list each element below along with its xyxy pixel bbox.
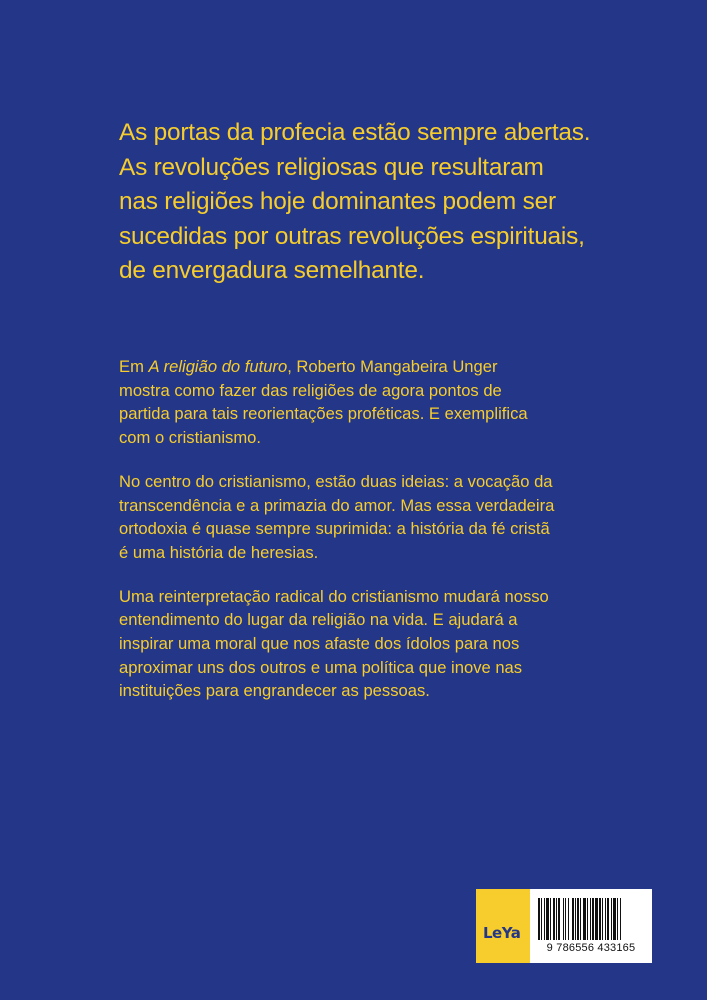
barcode-panel	[530, 889, 652, 963]
barcode-bar	[546, 898, 549, 940]
barcode-bar	[583, 898, 586, 940]
description-line	[119, 355, 679, 379]
description-paragraph-1	[119, 355, 679, 450]
book-title: A religião do futuro	[148, 357, 288, 376]
barcode-bar	[568, 898, 569, 940]
barcode-bar	[577, 898, 579, 940]
epigraph	[119, 116, 679, 289]
publisher-logo-text: LeYa	[483, 924, 521, 942]
barcode-bar	[617, 898, 618, 940]
epigraph-line: nas religiões hoje dominantes podem ser	[119, 188, 556, 215]
book-description	[119, 355, 679, 723]
barcode-bar	[541, 898, 542, 940]
barcode-bar	[620, 898, 621, 940]
barcode-bar	[599, 898, 601, 940]
barcode-bar	[558, 898, 560, 940]
barcode-bar	[538, 898, 540, 940]
description-line: Uma reinterpretação radical do cristianismo mudará nosso	[119, 586, 549, 606]
description-paragraph-2	[119, 470, 679, 565]
barcode-bar	[613, 898, 616, 940]
barcode-bar	[565, 898, 566, 940]
isbn-number: 9 786556 433165	[546, 942, 636, 954]
description-line: ortodoxia é quase sempre suprimida: a história da fé cristã	[119, 519, 550, 539]
barcode-bar	[587, 898, 588, 940]
barcode-bar	[605, 898, 606, 940]
description-line: No centro do cristianismo, estão duas ideias: a vocação da	[119, 471, 553, 491]
description-line: transcendência e a primazia do amor. Mas essa verdadeira	[119, 495, 555, 515]
barcode-bar	[544, 898, 545, 940]
description-line: mostra como fazer das religiões de agora pontos de	[119, 380, 502, 400]
barcode-bar	[575, 898, 576, 940]
epigraph-line: As revoluções religiosas que resultaram	[119, 153, 544, 181]
barcode-bar	[611, 898, 612, 940]
barcode-bar	[563, 898, 564, 940]
description-line: aproximar uns dos outros e uma política que inove nas	[119, 657, 523, 677]
barcode-bar	[580, 898, 581, 940]
barcode-bar	[553, 898, 555, 940]
barcode-bar	[572, 898, 574, 940]
description-paragraph-3	[119, 585, 679, 704]
description-line: é uma história de heresias.	[119, 542, 319, 562]
barcode-bar	[556, 898, 557, 940]
epigraph-line: de envergadura semelhante.	[119, 257, 425, 284]
description-author: , Roberto Mangabeira Unger	[287, 357, 498, 376]
barcode-bar	[592, 898, 594, 940]
description-line: partida para tais reorientações proféticas. E exemplifica	[119, 404, 528, 424]
description-line: inspirar uma moral que nos afaste dos ídolos para nos	[119, 634, 520, 654]
description-line: entendimento do lugar da religião na vida. E ajudará a	[119, 610, 518, 630]
barcode-bar	[550, 898, 551, 940]
description-line: instituições para engrandecer as pessoas.	[119, 681, 430, 701]
barcode-bar	[595, 898, 598, 940]
barcode-icon	[538, 898, 644, 940]
epigraph-line: sucedidas por outras revoluções espirituais,	[119, 222, 585, 250]
epigraph-line: As portas da profecia estão sempre abertas.	[119, 119, 591, 146]
barcode-bar	[590, 898, 591, 940]
description-line: com o cristianismo.	[119, 428, 262, 448]
barcode-block	[476, 889, 652, 963]
barcode-bar	[607, 898, 609, 940]
description-prefix: Em	[119, 357, 149, 376]
publisher-logo	[476, 889, 530, 963]
barcode-bar	[602, 898, 603, 940]
